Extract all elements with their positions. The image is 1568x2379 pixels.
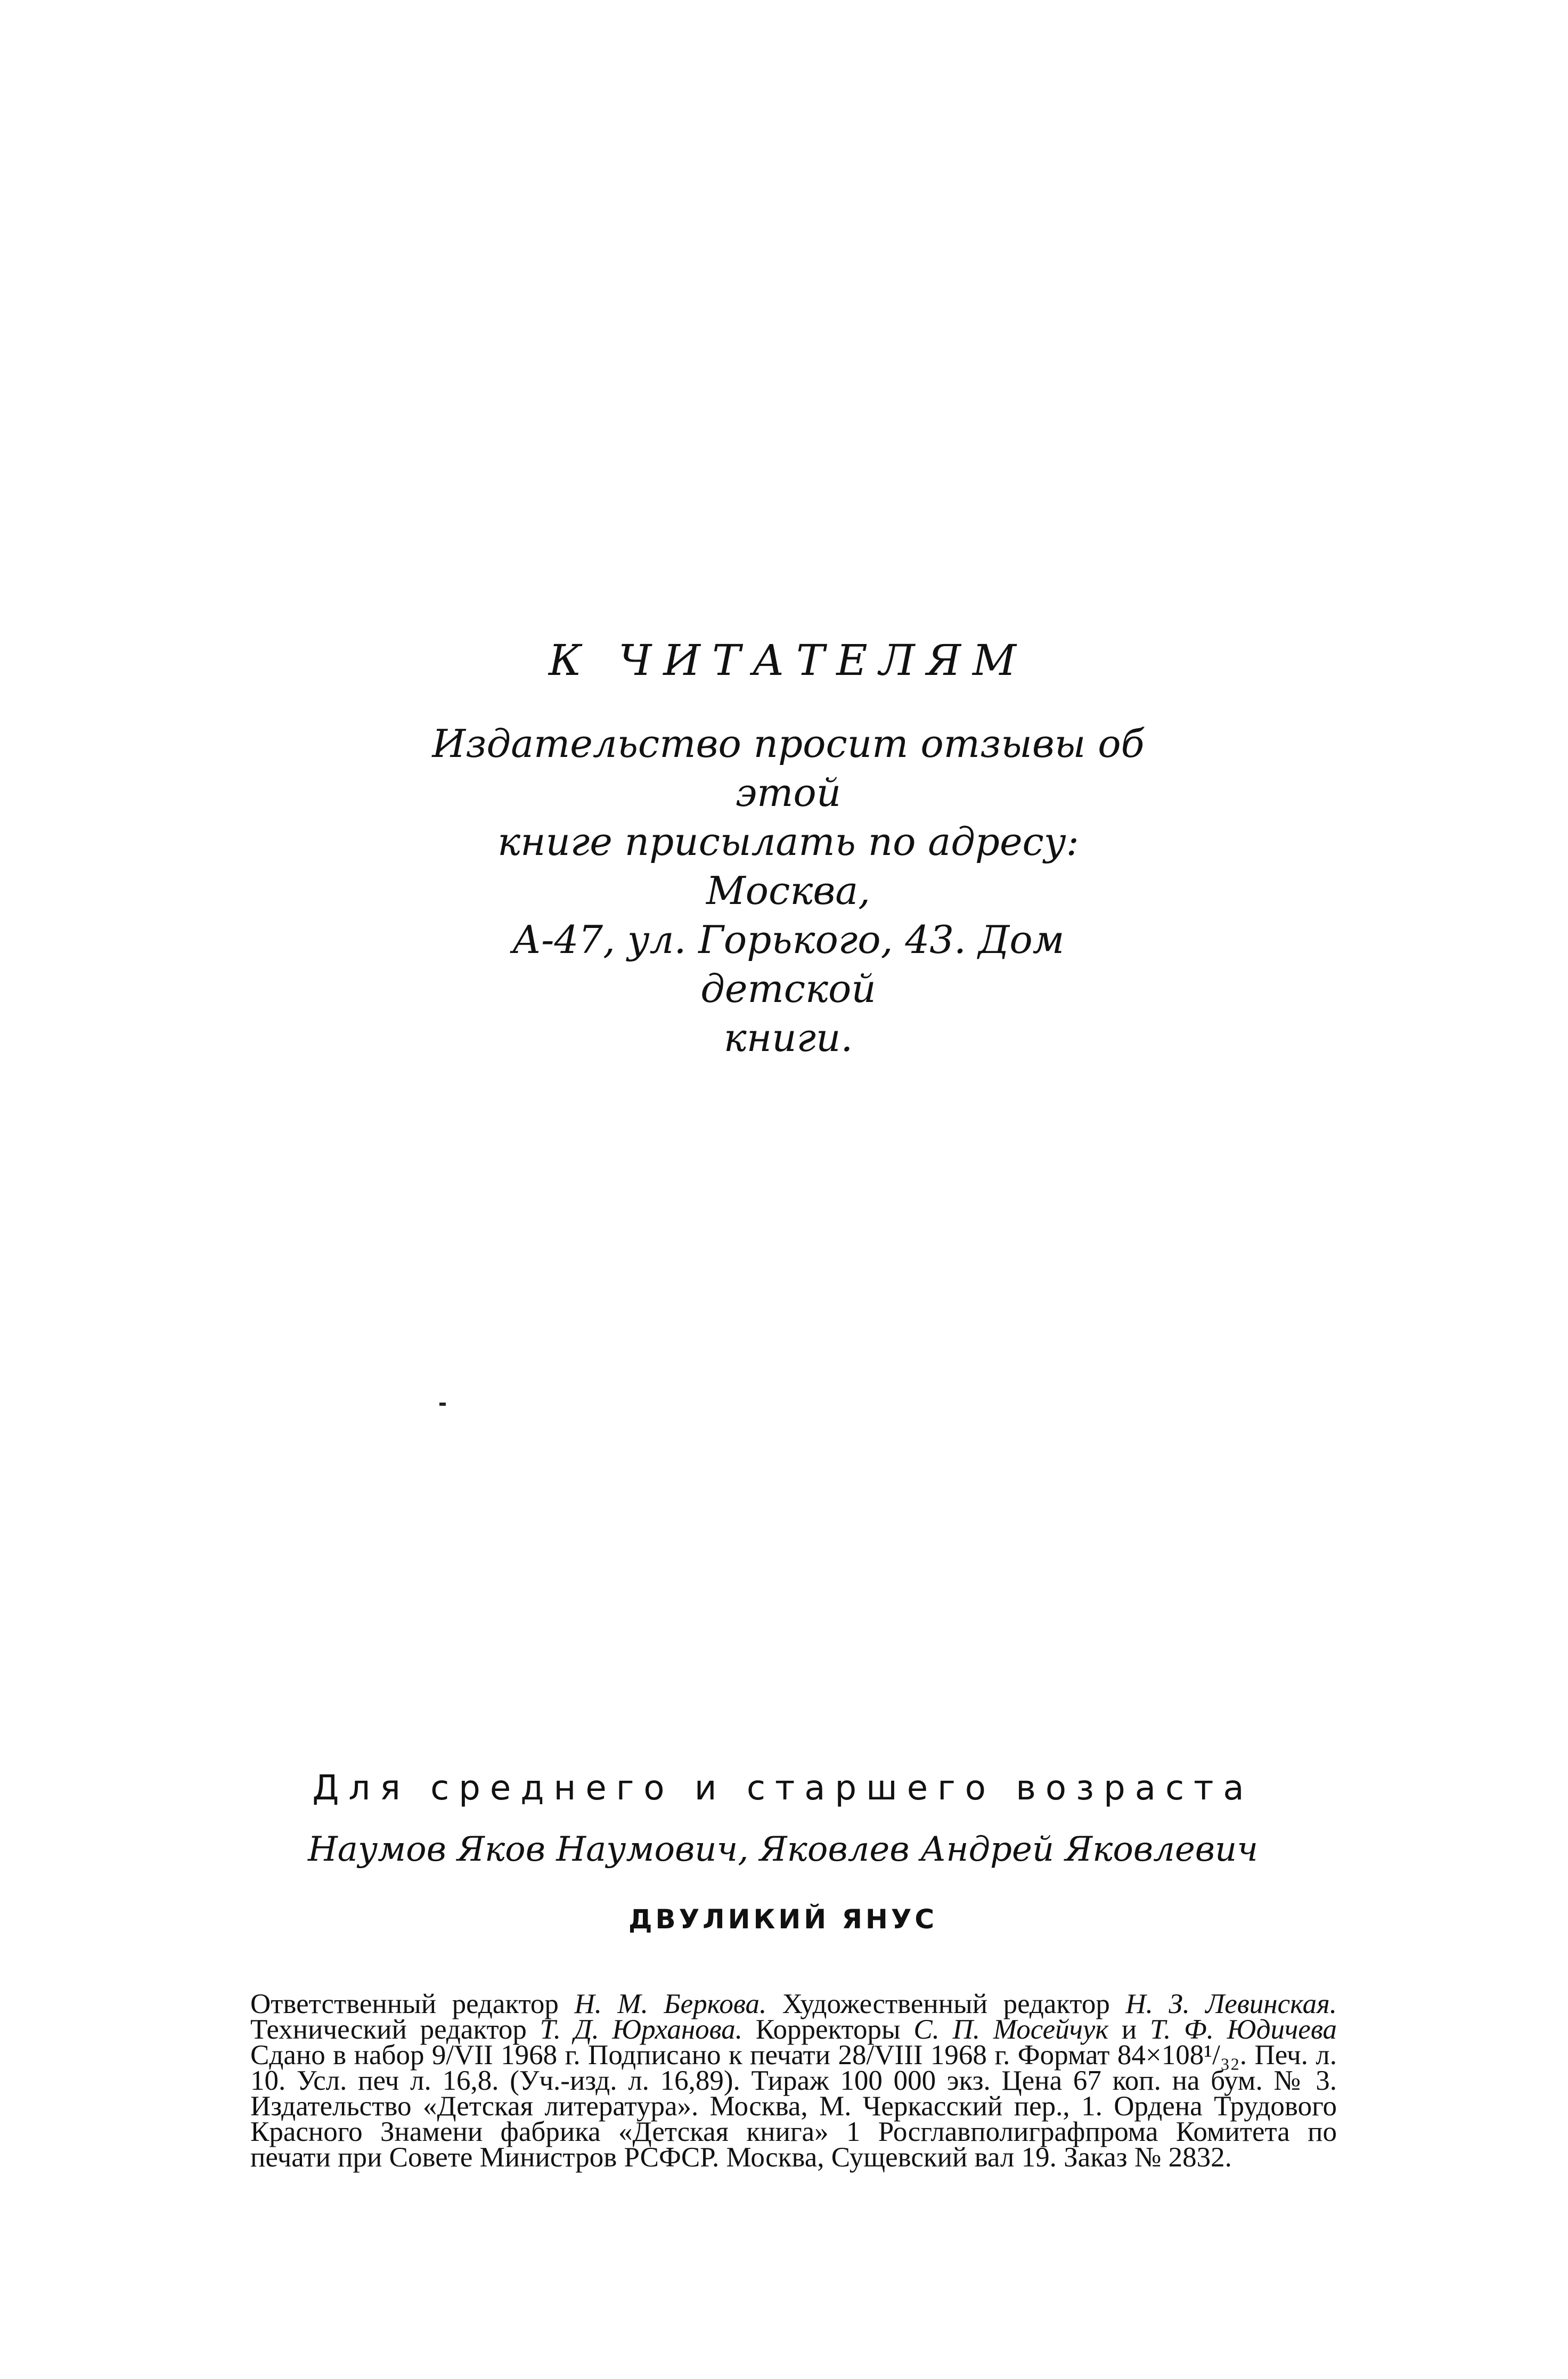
technical-editor: Т. Д. Юрханова. [540,2014,743,2045]
imprint-label: Технический редактор [250,2014,540,2045]
notice-text [421,719,1156,1062]
proofreader-2: Т. Ф. Юдичева [1149,2014,1337,2045]
imprint-label: Корректоры [742,2014,914,2045]
responsible-editor: Н. М. Беркова. [574,1989,767,2019]
proofreader-1: С. П. Мосейчук [913,2014,1109,2045]
age-group-line: Для среднего и старшего возраста [312,1769,1254,1808]
notice-line: А-47, ул. Горького, 43. Дом детской [512,917,1065,1011]
imprint-label: и [1108,2014,1150,2045]
notice-line: Издательство просит отзывы об этой [432,721,1145,815]
notice-title: К ЧИТАТЕЛЯМ [549,636,1028,685]
notice-line: книги. [723,1015,853,1060]
imprint-label: Ответственный редактор [250,1989,575,2019]
print-speck [439,1403,446,1406]
notice-to-readers [373,636,1204,1062]
authors-line: Наумов Яков Наумович, Яковлев Андрей Яковлевич [307,1830,1259,1869]
notice-line: книге присылать по адресу: Москва, [497,819,1079,913]
book-title: ДВУЛИКИЙ ЯНУС [628,1904,938,1935]
imprint-text [250,1989,1337,2173]
imprint-details: Сдано в набор 9/VII 1968 г. Подписано к печати 28/VIII 1968 г. Формат 84×108¹/₃₂. Печ. л. 10. Усл. печ л. 16,8. (Уч.-изд. л. 16,89). Тираж 100 000 экз. Цена 67 коп. на бум. № 3. Издательство «Детская литература». Москва, М. Черкасский пер., 1. Ордена Трудового Красного Знамени фабрика «Детская книга» 1 Росглавполиграфпрома Комитета по печати при Совете Министров РСФСР. Москва, Сущевский вал 19. Заказ № 2832. [250,2040,1337,2173]
art-editor: Н. З. Левинская. [1125,1989,1337,2019]
imprint-label: Художественный редактор [766,1989,1126,2019]
